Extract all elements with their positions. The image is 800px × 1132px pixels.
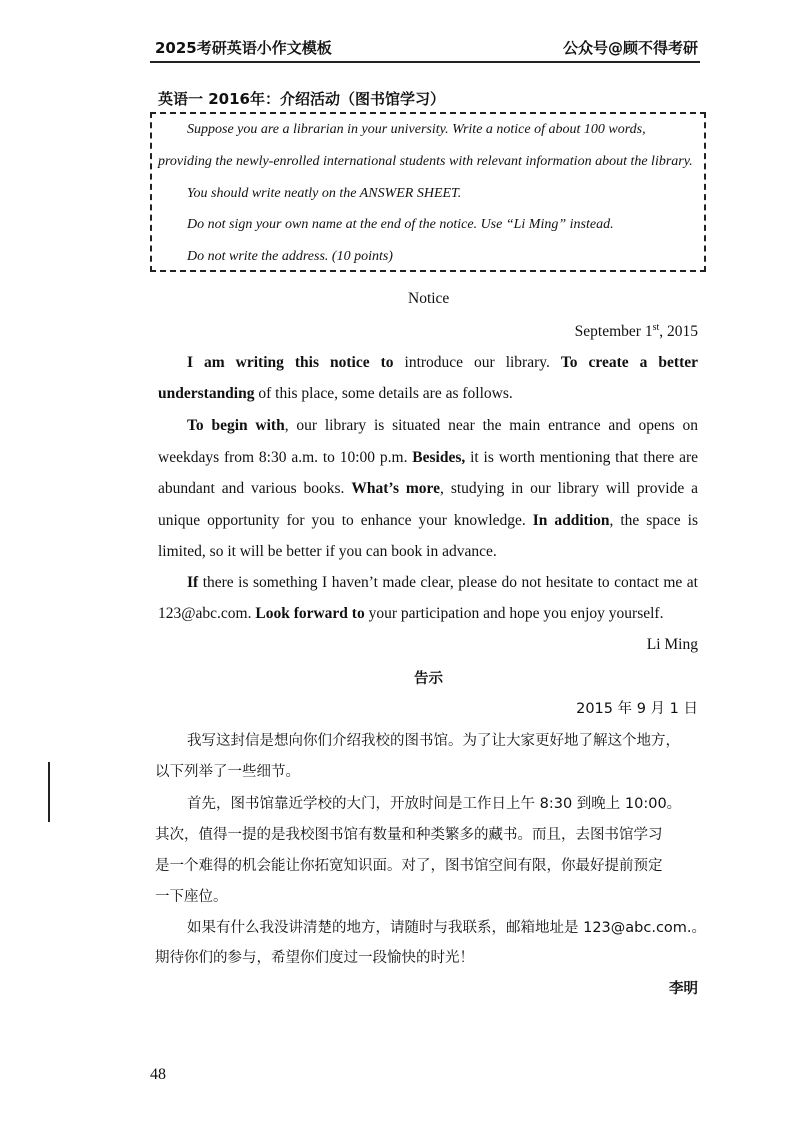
notice-paragraph-line: understanding of this place, some details are as follows. <box>158 385 513 402</box>
translation-line: 我写这封信是想向你们介绍我校的图书馆。为了让大家更好地了解这个地方， <box>187 733 680 749</box>
page-number: 48 <box>150 1066 166 1083</box>
notice-paragraph-line: abundant and various books. What’s more, studying in our library will provide a <box>158 480 698 497</box>
translation-date: 2015 年 9 月 1 日 <box>576 701 698 717</box>
translation-signature: 李明 <box>669 981 698 997</box>
notice-paragraph-line: weekdays from 8:30 a.m. to 10:00 p.m. Besides, it is worth mentioning that there are <box>158 449 698 466</box>
translation-line: 其次，值得一提的是我校图书馆有数量和种类繁多的藏书。而且，去图书馆学习 <box>155 827 663 843</box>
page-header <box>155 37 698 59</box>
translation-line: 如果有什么我没讲清楚的地方，请随时与我联系，邮箱地址是 123@abc.com.。 <box>187 920 707 936</box>
task-line: You should write neatly on the ANSWER SHEET. <box>187 186 462 201</box>
task-line: Do not sign your own name at the end of the notice. Use “Li Ming” instead. <box>187 217 614 232</box>
margin-mark <box>48 762 50 822</box>
notice-paragraph-line: To begin with, our library is situated near the main entrance and opens on <box>187 417 698 434</box>
notice-signature: Li Ming <box>646 636 698 653</box>
notice-paragraph-line: 123@abc.com. Look forward to your participation and hope you enjoy yourself. <box>158 605 664 622</box>
task-line: providing the newly-enrolled international students with relevant information about the library. <box>158 154 693 169</box>
task-line: Do not write the address. (10 points) <box>187 249 393 264</box>
header-left-title: 2025考研英语小作文模板 <box>155 39 332 57</box>
header-divider <box>150 61 700 63</box>
translation-line: 一下座位。 <box>155 889 228 905</box>
translation-line: 以下列举了一些细节。 <box>155 764 300 780</box>
notice-paragraph-line: If there is something I haven’t made clear, please do not hesitate to contact me at <box>187 574 698 591</box>
translation-line: 期待你们的参与，希望你们度过一段愉快的时光！ <box>155 950 474 966</box>
header-right-source: 公众号@顾不得考研 <box>562 39 698 57</box>
translation-line: 首先，图书馆靠近学校的大门，开放时间是工作日上午 8:30 到晚上 10:00。 <box>187 796 682 812</box>
notice-paragraph-line: limited, so it will be better if you can book in advance. <box>158 543 497 560</box>
translation-line: 是一个难得的机会能让你拓宽知识面。对了，图书馆空间有限，你最好提前预定 <box>155 858 663 874</box>
prompt-title: 英语一 2016年：介绍活动（图书馆学习） <box>158 90 445 108</box>
notice-paragraph-line: unique opportunity for you to enhance your knowledge. In addition, the space is <box>158 512 698 529</box>
task-line: Suppose you are a librarian in your university. Write a notice of about 100 words, <box>187 122 646 137</box>
translation-title: 告示 <box>414 671 443 687</box>
notice-title: Notice <box>408 290 450 307</box>
notice-paragraph-line: I am writing this notice to introduce our library. To create a better <box>187 354 698 371</box>
notice-date: September 1st, 2015 <box>574 322 698 341</box>
